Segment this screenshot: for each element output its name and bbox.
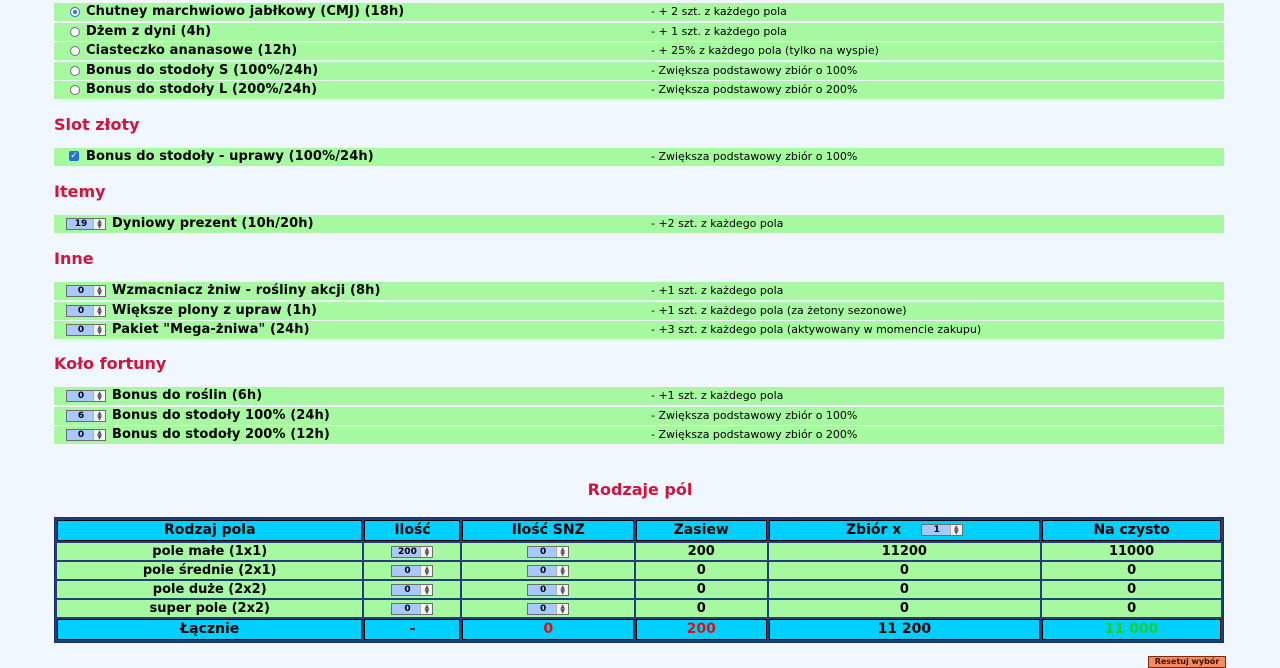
cell-net: 11000 bbox=[1042, 543, 1221, 560]
item-desc: - +1 szt. z każdego pola bbox=[651, 284, 784, 297]
item-label: Bonus do stodoły 200% (12h) bbox=[112, 427, 330, 442]
table-row bbox=[57, 562, 1221, 579]
multiplier-stepper[interactable] bbox=[921, 524, 963, 536]
col-header-type: Rodzaj pola bbox=[57, 520, 362, 541]
item-label: Pakiet "Mega-żniwa" (24h) bbox=[112, 322, 310, 337]
choice-label: Bonus do stodoły L (200%/24h) bbox=[86, 82, 318, 97]
item-desc: - +3 szt. z każdego pola (aktywowany w momencie zakupu) bbox=[651, 323, 982, 336]
stepper-value[interactable]: 0 bbox=[77, 391, 85, 401]
item-label: Bonus do stodoły - uprawy (100%/24h) bbox=[86, 149, 374, 164]
cell-snz bbox=[462, 600, 634, 617]
stepper-arrows-icon[interactable]: ▲ ▼ bbox=[950, 525, 962, 535]
count-stepper[interactable] bbox=[391, 546, 433, 558]
stepper-value[interactable]: 0 bbox=[77, 325, 85, 335]
cell-harvest: 11200 bbox=[769, 543, 1041, 560]
item-desc: - Zwiększa podstawowy zbiór o 100% bbox=[651, 408, 858, 422]
col-header-net: Na czysto bbox=[1042, 520, 1221, 541]
stepper-value[interactable]: 0 bbox=[404, 603, 411, 614]
cell-sow: 0 bbox=[636, 562, 767, 579]
stepper-value[interactable]: 0 bbox=[540, 565, 547, 576]
section-title-rodzaje-pol: Rodzaje pól bbox=[587, 480, 693, 499]
stepper-arrows-icon[interactable]: ▲ ▼ bbox=[420, 585, 432, 595]
stepper-value[interactable]: 0 bbox=[77, 305, 85, 316]
quantity-stepper[interactable] bbox=[66, 390, 106, 402]
radio-button[interactable] bbox=[70, 46, 80, 56]
stepper-value[interactable]: 0 bbox=[540, 603, 547, 614]
kolo-row bbox=[54, 426, 1224, 444]
snz-stepper[interactable] bbox=[527, 565, 569, 577]
stepper-arrows-icon[interactable]: ▲ ▼ bbox=[93, 306, 105, 316]
item-desc: - Zwiększa podstawowy zbiór o 200% bbox=[651, 428, 858, 441]
stepper-arrows-icon[interactable]: ▲ ▼ bbox=[420, 547, 432, 557]
choice-desc: - + 1 szt. z każdego pola bbox=[651, 24, 787, 38]
choice-label: Chutney marchwiowo jabłkowy (CMJ) (18h) bbox=[86, 4, 405, 19]
cell-count bbox=[364, 562, 460, 579]
reset-button[interactable]: Resetuj wybór bbox=[1148, 656, 1226, 668]
col-header-sow: Zasiew bbox=[636, 520, 767, 541]
cell-sow: 200 bbox=[636, 543, 767, 560]
quantity-stepper[interactable] bbox=[66, 285, 106, 297]
stepper-value[interactable]: 0 bbox=[404, 565, 411, 576]
cell-type: pole średnie (2x1) bbox=[57, 562, 362, 579]
item-desc: - +1 szt. z każdego pola bbox=[651, 389, 784, 402]
cell-count bbox=[364, 543, 460, 560]
stepper-value[interactable]: 200 bbox=[398, 546, 417, 557]
stepper-value[interactable]: 0 bbox=[77, 286, 85, 296]
cell-snz bbox=[462, 543, 634, 560]
radio-button[interactable] bbox=[70, 7, 80, 17]
cell-net: 0 bbox=[1042, 600, 1221, 617]
choice-desc: - + 2 szt. z każdego pola bbox=[651, 5, 787, 18]
checkbox[interactable]: ✓ bbox=[70, 151, 78, 161]
item-label: Większe plony z upraw (1h) bbox=[112, 302, 318, 318]
snz-stepper[interactable] bbox=[527, 584, 569, 596]
cell-type: super pole (2x2) bbox=[57, 600, 362, 617]
choice-desc: - Zwiększa podstawowy zbiór o 200% bbox=[651, 83, 858, 96]
itemy-row bbox=[54, 215, 1224, 233]
total-snz: 0 bbox=[462, 619, 634, 640]
snz-stepper[interactable] bbox=[527, 603, 569, 615]
col-header-count: Ilość bbox=[364, 520, 460, 541]
count-stepper[interactable] bbox=[391, 603, 433, 615]
choice-row[interactable] bbox=[54, 42, 1224, 60]
stepper-arrows-icon[interactable]: ▲ ▼ bbox=[93, 219, 105, 229]
snz-stepper[interactable] bbox=[527, 546, 569, 558]
slot-zloty-row[interactable] bbox=[54, 148, 1224, 166]
inne-list bbox=[54, 282, 1224, 341]
choice-desc: - Zwiększa podstawowy zbiór o 100% bbox=[651, 63, 858, 77]
radio-button[interactable] bbox=[70, 27, 80, 37]
col-header-snz: Ilość SNZ bbox=[462, 520, 634, 541]
item-label: Bonus do stodoły 100% (24h) bbox=[112, 407, 330, 423]
quantity-stepper[interactable] bbox=[66, 410, 106, 422]
harvest-header-label: Zbiór x bbox=[845, 522, 902, 538]
total-sow: 200 bbox=[636, 619, 767, 640]
stepper-arrows-icon[interactable]: ▲ ▼ bbox=[93, 411, 105, 421]
cell-snz bbox=[462, 581, 634, 598]
stepper-value[interactable]: 0 bbox=[540, 584, 547, 595]
cell-net: 0 bbox=[1042, 581, 1221, 598]
cell-net: 0 bbox=[1042, 562, 1221, 579]
stepper-arrows-icon[interactable]: ▲ ▼ bbox=[556, 566, 568, 576]
stepper-value[interactable]: 19 bbox=[74, 219, 88, 229]
choices-list bbox=[54, 3, 1224, 101]
item-label: Wzmacniacz żniw - rośliny akcji (8h) bbox=[112, 283, 381, 298]
section-title-kolo-fortuny: Koło fortuny bbox=[54, 354, 167, 373]
table-row bbox=[57, 543, 1221, 560]
quantity-stepper[interactable] bbox=[66, 218, 106, 230]
kolo-list bbox=[54, 387, 1224, 446]
total-harvest: 11 200 bbox=[769, 619, 1041, 640]
stepper-arrows-icon[interactable]: ▲ ▼ bbox=[93, 286, 105, 296]
section-title-itemy: Itemy bbox=[54, 182, 106, 201]
section-title-slot-zloty: Slot złoty bbox=[54, 115, 140, 134]
section-title-inne: Inne bbox=[54, 249, 94, 268]
radio-button[interactable] bbox=[70, 85, 80, 95]
stepper-arrows-icon[interactable]: ▲ ▼ bbox=[556, 604, 568, 614]
item-label: Bonus do roślin (6h) bbox=[112, 388, 263, 403]
radio-button[interactable] bbox=[70, 66, 80, 76]
cell-sow: 0 bbox=[636, 600, 767, 617]
stepper-arrows-icon[interactable]: ▲ ▼ bbox=[420, 566, 432, 576]
stepper-value[interactable]: 6 bbox=[77, 410, 85, 421]
stepper-arrows-icon[interactable]: ▲ ▼ bbox=[93, 430, 105, 440]
itemy-list bbox=[54, 215, 1224, 235]
total-count: - bbox=[364, 619, 460, 640]
col-header-harvest bbox=[769, 520, 1041, 541]
choice-label: Bonus do stodoły S (100%/24h) bbox=[86, 62, 319, 78]
cell-harvest: 0 bbox=[769, 562, 1041, 579]
choice-row[interactable] bbox=[54, 23, 1224, 41]
stepper-arrows-icon[interactable]: ▲ ▼ bbox=[93, 325, 105, 335]
cell-count bbox=[364, 581, 460, 598]
choice-row[interactable] bbox=[54, 3, 1224, 21]
fields-table bbox=[54, 517, 1224, 643]
stepper-arrows-icon[interactable]: ▲ ▼ bbox=[420, 604, 432, 614]
stepper-value[interactable]: 0 bbox=[77, 430, 85, 440]
count-stepper[interactable] bbox=[391, 584, 433, 596]
count-stepper[interactable] bbox=[391, 565, 433, 577]
cell-count bbox=[364, 600, 460, 617]
cell-harvest: 0 bbox=[769, 581, 1041, 598]
cell-snz bbox=[462, 562, 634, 579]
total-label: Łącznie bbox=[57, 619, 362, 640]
slot-zloty-list bbox=[54, 148, 1224, 168]
item-desc: - +2 szt. z każdego pola bbox=[651, 217, 784, 230]
choice-label: Dżem z dyni (4h) bbox=[86, 23, 212, 39]
choice-row[interactable] bbox=[54, 62, 1224, 80]
cell-harvest: 0 bbox=[769, 600, 1041, 617]
quantity-stepper[interactable] bbox=[66, 305, 106, 317]
choice-desc: - + 25% z każdego pola (tylko na wyspie) bbox=[651, 44, 879, 57]
table-header-row bbox=[57, 520, 1221, 541]
item-desc: - +1 szt. z każdego pola (za żetony sezonowe) bbox=[651, 303, 907, 317]
inne-row bbox=[54, 282, 1224, 300]
table-row bbox=[57, 600, 1221, 617]
cell-type: pole małe (1x1) bbox=[57, 543, 362, 560]
total-net: 11 000 bbox=[1042, 619, 1221, 640]
kolo-row bbox=[54, 407, 1224, 425]
stepper-value[interactable]: 0 bbox=[540, 546, 547, 557]
kolo-row bbox=[54, 387, 1224, 405]
choice-label: Ciasteczko ananasowe (12h) bbox=[86, 43, 298, 58]
stepper-arrows-icon[interactable]: ▲ ▼ bbox=[556, 585, 568, 595]
stepper-value[interactable]: 0 bbox=[404, 584, 411, 595]
table-total-row bbox=[57, 619, 1221, 640]
choice-row[interactable] bbox=[54, 81, 1224, 99]
quantity-stepper[interactable] bbox=[66, 324, 106, 336]
quantity-stepper[interactable] bbox=[66, 429, 106, 441]
inne-row bbox=[54, 321, 1224, 339]
item-label: Dyniowy prezent (10h/20h) bbox=[112, 216, 314, 231]
item-desc: - Zwiększa podstawowy zbiór o 100% bbox=[651, 150, 858, 163]
stepper-arrows-icon[interactable]: ▲ ▼ bbox=[93, 391, 105, 401]
inne-row bbox=[54, 302, 1224, 320]
table-row bbox=[57, 581, 1221, 598]
cell-sow: 0 bbox=[636, 581, 767, 598]
stepper-value[interactable]: 1 bbox=[933, 525, 940, 535]
stepper-arrows-icon[interactable]: ▲ ▼ bbox=[556, 547, 568, 557]
cell-type: pole duże (2x2) bbox=[57, 581, 362, 598]
